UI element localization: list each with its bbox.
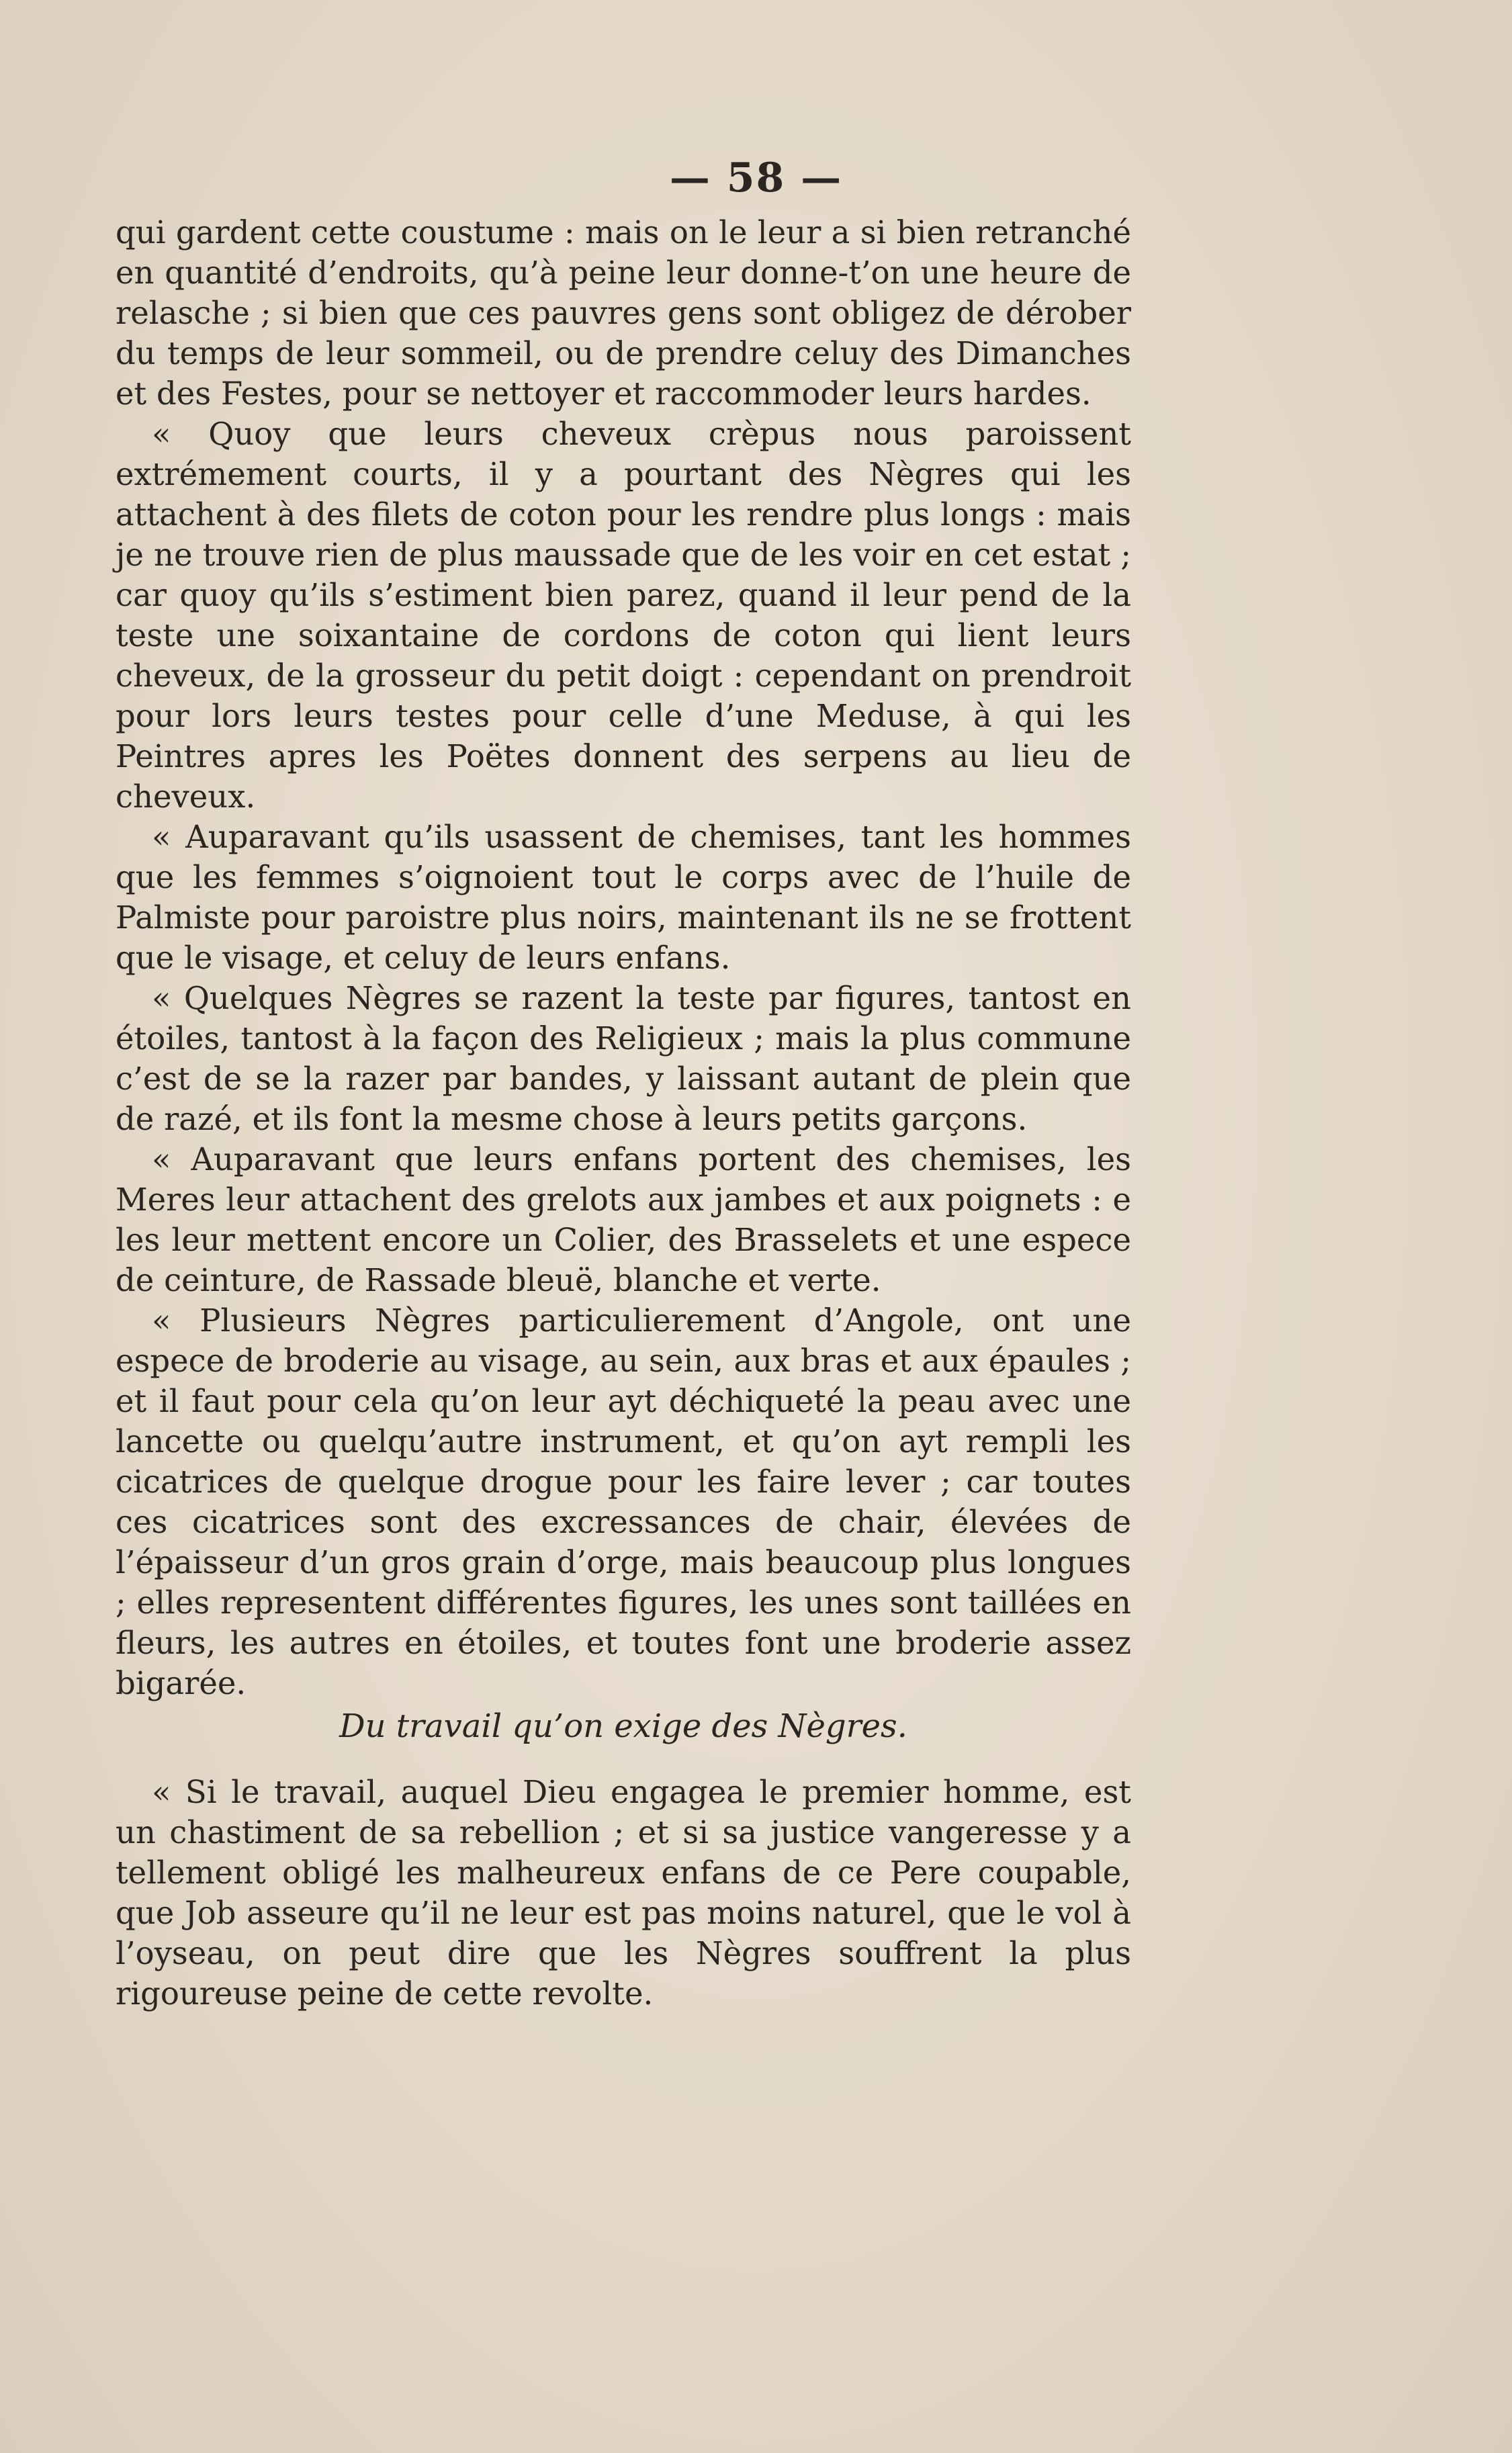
body-text [116,212,1131,2014]
paragraph: « Si le travail, auquel Dieu engagea le premier homme, est un chastiment de sa rebellion ; et si sa justice vangeresse y a tellement obligé les malheureux enfans de ce Pere coupable, que Job asseure qu’il ne leur est pas moins naturel, que le vol à l’oyseau, on peut dire que les Nègres souffrent la plus rigoureuse peine de cette revolte. [116,1774,1131,2012]
paragraph: « Auparavant que leurs enfans portent des chemises, les Meres leur attachent des grelots aux jambes et aux poignets : e les leur mettent encore un Colier, des Brasselets et une espece de ceinture, de Rassade bleuë, blanche et verte. [116,1141,1131,1298]
section-title: Du travail qu’on exige des Nègres. [339,1707,907,1745]
paragraph: « Quoy que leurs cheveux crèpus nous paroissent extrémement courts, il y a pourtant des Nègres qui les attachent à des filets de coton pour les rendre plus longs : mais je ne trouve rien de plus maussade que de les voir en cet estat ; car quoy qu’ils s’estiment bien parez, quand il leur pend de la teste une soixantaine de cordons de coton qui lient leurs cheveux, de la grosseur du petit doigt : cependant on prendroit pour lors leurs testes pour celle d’une Meduse, à qui les Peintres apres les Poëtes donnent des serpens au lieu de cheveux. [116,416,1131,815]
paragraph: qui gardent cette coustume : mais on le leur a si bien retranché en quantité d’endroits, qu’à peine leur donne-t’on une heure de relasche ; si bien que ces pauvres gens sont obligez de dérober du temps de leur sommeil, ou de prendre celuy des Dimanches et des Festes, pour se nettoyer et raccommoder leurs hardes. [116,214,1131,412]
paragraph: « Auparavant qu’ils usassent de chemises, tant les hommes que les femmes s’oignoient tout le corps avec de l’huile de Palmiste pour paroistre plus noirs, maintenant ils ne se frottent que le visage, et celuy de leurs enfans. [116,819,1131,976]
paragraph: « Plusieurs Nègres particulierement d’Angole, ont une espece de broderie au visage, au sein, aux bras et aux épaules ; et il faut pour cela qu’on leur ayt déchiqueté la peau avec une lancette ou quelqu’autre instrument, et qu’on ayt rempli les cicatrices de quelque drogue pour les faire lever ; car toutes ces cicatrices sont des excressances de chair, élevées de l’épaisseur d’un gros grain d’orge, mais beaucoup plus longues ; elles representent différentes figures, les unes sont taillées en fleurs, les autres en étoiles, et toutes font une broderie assez bigarée. [116,1302,1131,1701]
page-number: — 58 — [669,154,843,202]
paragraph: « Quelques Nègres se razent la teste par figures, tantost en étoiles, tantost à la façon des Religieux ; mais la plus commune c’est de se la razer par bandes, y laissant autant de plein que de razé, et ils font la mesme chose à leurs petits garçons. [116,980,1131,1137]
